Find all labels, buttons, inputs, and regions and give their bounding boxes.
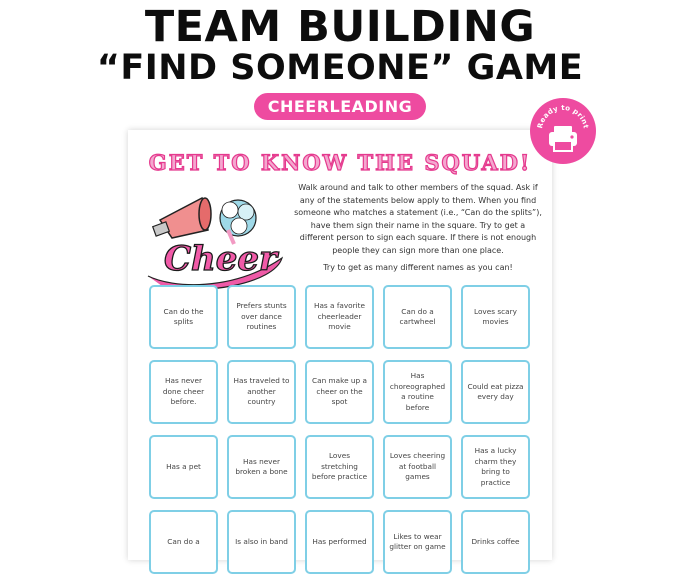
goal-text: Try to get as many different names as you can! [323,263,513,272]
pompom-icon [220,200,256,244]
grid-cell[interactable]: Has a favorite cheerleader movie [305,285,374,349]
sheet-headline: GET TO KNOW THE SQUAD! [148,150,532,175]
printer-icon [530,98,596,164]
grid-cell[interactable]: Could eat pizza every day [461,360,530,424]
grid-cell[interactable]: Can make up a cheer on the spot [305,360,374,424]
grid-cell[interactable]: Is also in band [227,510,296,574]
grid-cell[interactable]: Has traveled to another country [227,360,296,424]
category-tag: CHEERLEADING [254,93,426,120]
grid-cell[interactable]: Has never broken a bone [227,435,296,499]
cheer-logo-lettering: Cheer [164,239,277,279]
svg-text:Ready to print [536,104,590,130]
grid-cell[interactable]: Has choreographed a routine before [383,360,452,424]
grid-cell[interactable]: Loves stretching before practice [305,435,374,499]
instructions-text: Walk around and talk to other members of the squad. Ask if any of the statements below apply to them. When you find someone who matches a statement (i.e., “Can do the splits”), have them sign their name in the square. Try to get a different person to sign each square. If there is not enough people they can sign more than one place. [294,183,542,255]
page-title-line2: “FIND SOMEONE” GAME [96,48,584,88]
grid-cell[interactable]: Has a lucky charm they bring to practice [461,435,530,499]
grid-cell[interactable]: Can do a [149,510,218,574]
megaphone-icon [153,198,211,238]
grid-cell[interactable]: Can do the splits [149,285,218,349]
grid-cell[interactable]: Loves cheering at football games [383,435,452,499]
page-title-line1: TEAM BUILDING [144,2,536,52]
grid-cell[interactable]: Likes to wear glitter on game [383,510,452,574]
ready-to-print-badge [530,98,596,164]
worksheet-preview [128,130,552,560]
grid-cell[interactable]: Prefers stunts over dance routines [227,285,296,349]
grid-cell[interactable]: Can do a cartwheel [383,285,452,349]
grid-cell[interactable]: Has never done cheer before. [149,360,218,424]
grid-cell[interactable]: Loves scary movies [461,285,530,349]
grid-cell[interactable]: Has performed [305,510,374,574]
badge-text: Ready to print [536,103,590,130]
grid-cell[interactable]: Drinks coffee [461,510,530,574]
grid-cell[interactable]: Has a pet [149,435,218,499]
cheer-logo [142,188,288,298]
